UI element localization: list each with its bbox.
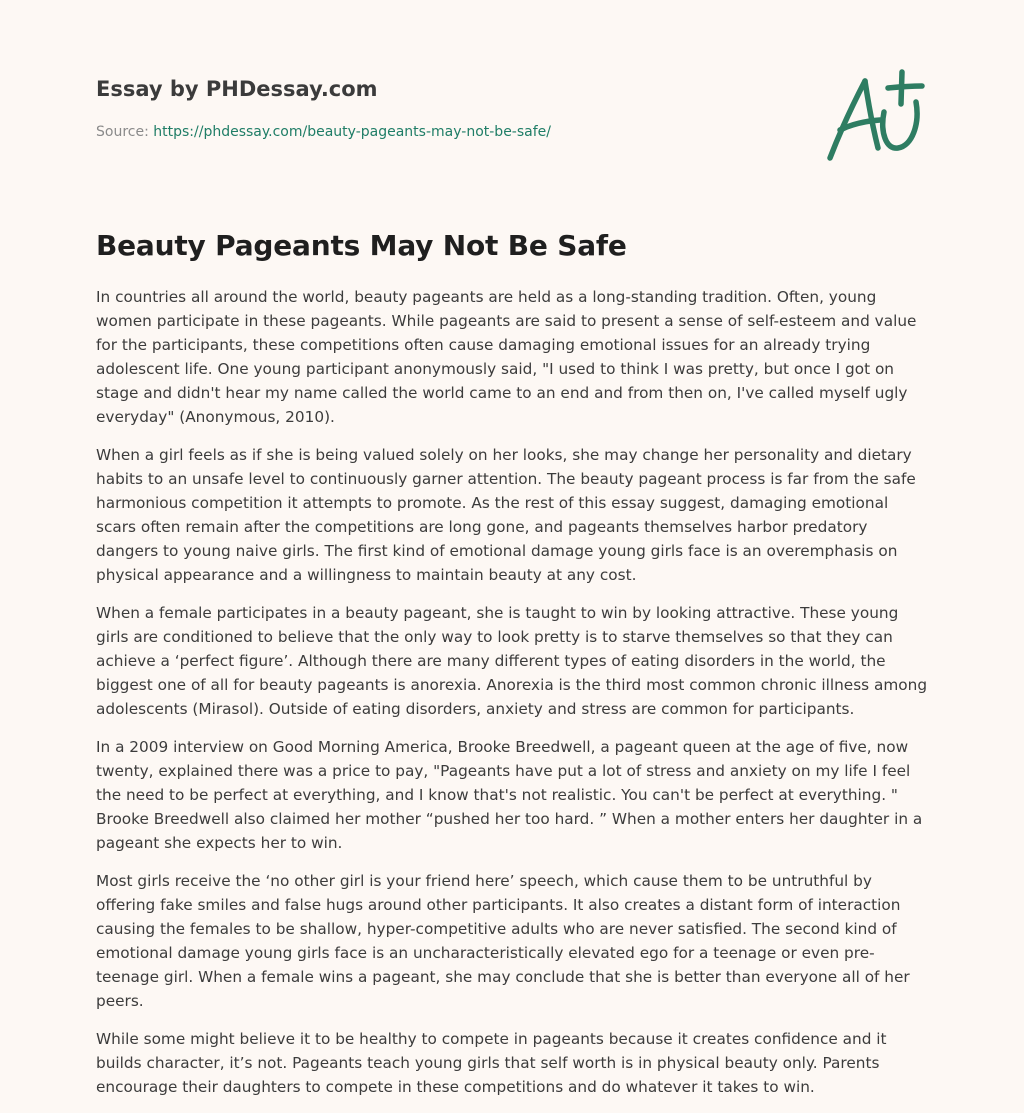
essay-body (96, 285, 928, 1113)
essay-paragraph: While some might believe it to be healthy to compete in pageants because it creates confidence and it builds character, it’s not. Pageants teach young girls that self worth is in physical beauty only. Parents encourage their daughters to compete in these competitions and do whatever it takes to win. (96, 1030, 887, 1096)
essay-paragraph: In countries all around the world, beauty pageants are held as a long-standing tradition. Often, young women participate in these pageants. While pageants are said to present a sense of self-esteem and value for the participants, these competitions often cause damaging emotional issues for an already trying adolescent life. One young participant anonymously said, "I used to think I was pretty, but once I got on stage and didn't hear my name called the world came to an end and from then on, I've called myself ugly everyday" (Anonymous, 2010). (96, 288, 917, 426)
site-title: Essay by PHDessay.com (96, 77, 378, 101)
essay-paragraph: When a girl feels as if she is being valued solely on her looks, she may change her personality and dietary habits to an unsafe level to continuously garner attention. The beauty pageant process is far from the safe harmonious competition it attempts to promote. As the rest of this essay suggest, damaging emotional scars often remain after the competitions are long gone, and pageants themselves harbor predatory dangers to young naive girls. The first kind of emotional damage young girls face is an overemphasis on physical appearance and a willingness to maintain beauty at any cost. (96, 446, 916, 584)
essay-paragraph: In a 2009 interview on Good Morning America, Brooke Breedwell, a pageant queen at the age of five, now twenty, explained there was a price to pay, "Pageants have put a lot of stress and anxiety on my life I feel the need to be perfect at everything, and I know that's not realistic. You can't be perfect at everything. " Brooke Breedwell also claimed her mother “pushed her too hard. ” When a mother enters her daughter in a pageant she expects her to win. (96, 738, 923, 852)
essay-title: Beauty Pageants May Not Be Safe (96, 229, 627, 262)
a-plus-logo-icon (818, 66, 930, 166)
essay-paragraph: Most girls receive the ‘no other girl is your friend here’ speech, which cause them to be untruthful by offering fake smiles and false hugs around other participants. It also creates a distant form of interaction causing the females to be shallow, hyper-competitive adults who are never satisfied. The second kind of emotional damage young girls face is an uncharacteristically elevated ego for a teenage or even pre-teenage girl. When a female wins a pageant, she may conclude that she is better than everyone all of her peers. (96, 872, 910, 1010)
source-label: Source: (96, 124, 149, 140)
source-link[interactable]: https://phdessay.com/beauty-pageants-may-not-be-safe/ (153, 124, 551, 140)
source-line (96, 122, 916, 142)
essay-paragraph: When a female participates in a beauty pageant, she is taught to win by looking attractive. These young girls are conditioned to believe that the only way to look pretty is to starve themselves so that they can achieve a ‘perfect figure’. Although there are many different types of eating disorders in the world, the biggest one of all for beauty pageants is anorexia. Anorexia is the third most common chronic illness among adolescents (Mirasol). Outside of eating disorders, anxiety and stress are common for participants. (96, 604, 928, 718)
page-header (96, 74, 916, 142)
